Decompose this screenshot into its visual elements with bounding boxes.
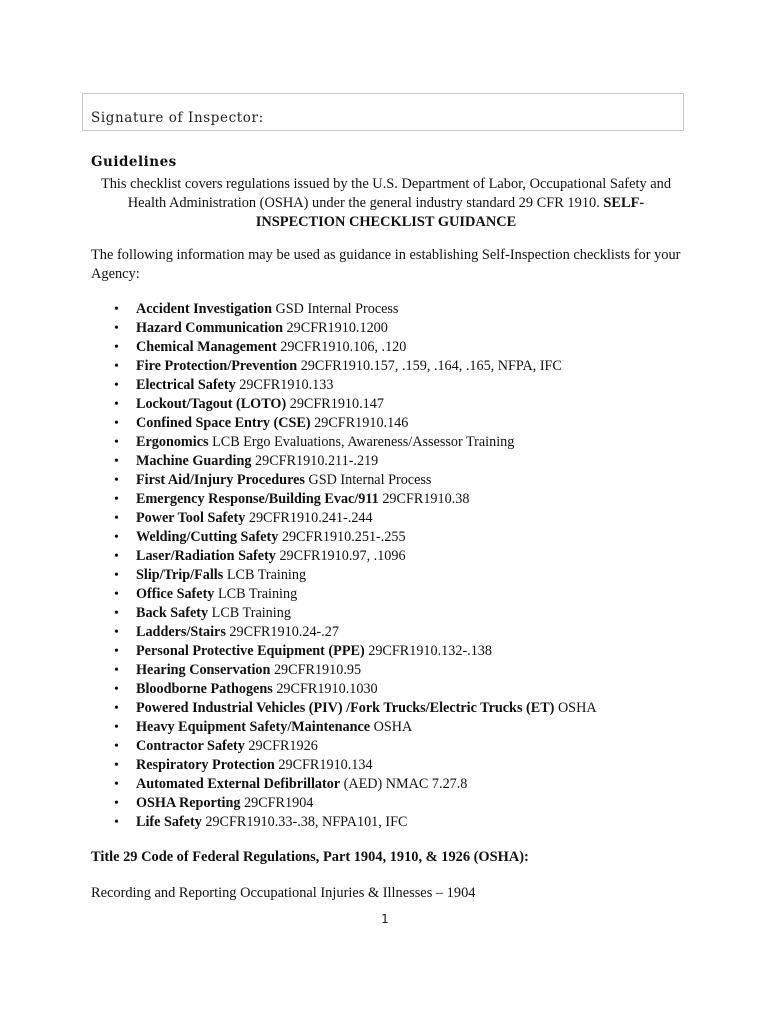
- item-name: Bloodborne Pathogens: [136, 681, 273, 697]
- bullet-icon: •: [114, 606, 119, 621]
- item-name: Machine Guarding: [136, 453, 252, 469]
- item-reference: GSD Internal Process: [308, 472, 432, 488]
- signature-box[interactable]: [82, 93, 684, 131]
- bullet-icon: •: [114, 549, 119, 564]
- list-item: [114, 547, 597, 566]
- item-name: OSHA Reporting: [136, 795, 241, 811]
- item-reference: 29CFR1910.97, .1096: [279, 548, 406, 564]
- item-reference: 29CFR1904: [244, 795, 314, 811]
- list-item: [114, 794, 597, 813]
- list-item: [114, 813, 597, 832]
- bullet-icon: •: [114, 663, 119, 678]
- recording-line: Recording and Reporting Occupational Injuries & Illnesses – 1904: [91, 885, 476, 901]
- list-item: [114, 585, 597, 604]
- bullet-icon: •: [114, 720, 119, 735]
- bullet-icon: •: [114, 454, 119, 469]
- guidelines-heading: Guidelines: [91, 154, 177, 170]
- list-item: [114, 623, 597, 642]
- item-reference: 29CFR1910.146: [314, 415, 409, 431]
- bullet-icon: •: [114, 587, 119, 602]
- item-name: Office Safety: [136, 586, 215, 602]
- bullet-icon: •: [114, 473, 119, 488]
- item-name: Life Safety: [136, 814, 202, 830]
- list-item: [114, 471, 597, 490]
- item-name: Hazard Communication: [136, 320, 283, 336]
- item-name: Hearing Conservation: [136, 662, 271, 678]
- bullet-icon: •: [114, 682, 119, 697]
- item-name: Lockout/Tagout (LOTO): [136, 396, 287, 412]
- regulation-list: [114, 300, 597, 832]
- item-reference: 29CFR1910.1030: [276, 681, 378, 697]
- bullet-icon: •: [114, 416, 119, 431]
- bullet-icon: •: [114, 511, 119, 526]
- item-reference: 29CFR1910.251-.255: [281, 529, 406, 545]
- bullet-icon: •: [114, 777, 119, 792]
- item-reference: GSD Internal Process: [275, 301, 399, 317]
- item-reference: LCB Training: [211, 605, 291, 621]
- item-name: Personal Protective Equipment (PPE): [136, 643, 365, 659]
- item-reference: 29CFR1910.211-.219: [255, 453, 379, 469]
- bullet-icon: •: [114, 321, 119, 336]
- page-number: 1: [381, 912, 389, 926]
- list-item: [114, 414, 597, 433]
- item-reference: 29CFR1910.106, .120: [280, 339, 407, 355]
- bullet-icon: •: [114, 568, 119, 583]
- list-item: [114, 661, 597, 680]
- item-reference: 29CFR1910.33-.38, NFPA101, IFC: [205, 814, 408, 830]
- bullet-icon: •: [114, 644, 119, 659]
- item-reference: 29CFR1910.147: [289, 396, 384, 412]
- item-reference: 29CFR1910.157, .159, .164, .165, NFPA, IFC: [300, 358, 562, 374]
- item-name: Respiratory Protection: [136, 757, 275, 773]
- bullet-icon: •: [114, 815, 119, 830]
- item-reference: 29CFR1910.134: [278, 757, 373, 773]
- intro-strong-text: SELF-INSPECTION CHECKLIST GUIDANCE: [255, 195, 645, 230]
- item-name: Accident Investigation: [136, 301, 272, 317]
- item-name: Back Safety: [136, 605, 209, 621]
- item-name: Power Tool Safety: [136, 510, 246, 526]
- list-item: [114, 642, 597, 661]
- item-reference: 29CFR1910.38: [382, 491, 470, 507]
- item-name: Emergency Response/Building Evac/911: [136, 491, 379, 507]
- list-item: [114, 452, 597, 471]
- bullet-icon: •: [114, 435, 119, 450]
- list-item: [114, 699, 597, 718]
- bullet-icon: •: [114, 739, 119, 754]
- bullet-icon: •: [114, 378, 119, 393]
- list-item: [114, 604, 597, 623]
- list-item: [114, 718, 597, 737]
- item-reference: 29CFR1910.1200: [286, 320, 388, 336]
- info-paragraph: The following information may be used as guidance in establishing Self-Inspection checklists for your Agency:: [91, 247, 681, 282]
- item-name: Heavy Equipment Safety/Maintenance: [136, 719, 371, 735]
- intro-paragraph: [91, 175, 681, 232]
- bullet-icon: •: [114, 397, 119, 412]
- list-item: [114, 566, 597, 585]
- bullet-icon: •: [114, 340, 119, 355]
- item-name: Ergonomics: [136, 434, 209, 450]
- item-reference: 29CFR1910.241-.244: [248, 510, 373, 526]
- bullet-icon: •: [114, 492, 119, 507]
- bullet-icon: •: [114, 530, 119, 545]
- item-reference: LCB Training: [217, 586, 298, 602]
- list-item: [114, 376, 597, 395]
- item-reference: OSHA: [373, 719, 413, 735]
- bullet-icon: •: [114, 758, 119, 773]
- list-item: [114, 338, 597, 357]
- item-name: First Aid/Injury Procedures: [136, 472, 305, 488]
- list-item: [114, 509, 597, 528]
- item-name: Fire Protection/Prevention: [136, 358, 298, 374]
- list-item: [114, 737, 597, 756]
- item-name: Chemical Management: [136, 339, 277, 355]
- list-item: [114, 528, 597, 547]
- item-name: Electrical Safety: [136, 377, 236, 393]
- bullet-icon: •: [114, 625, 119, 640]
- item-name: Slip/Trip/Falls: [136, 567, 224, 583]
- item-reference: 29CFR1910.133: [239, 377, 334, 393]
- item-reference: LCB Ergo Evaluations, Awareness/Assessor Training: [212, 434, 515, 450]
- item-reference: LCB Training: [226, 567, 307, 583]
- list-item: [114, 775, 597, 794]
- item-name: Powered Industrial Vehicles (PIV) /Fork Trucks/Electric Trucks (ET): [136, 700, 555, 716]
- list-item: [114, 433, 597, 452]
- list-item: [114, 756, 597, 775]
- bullet-icon: •: [114, 302, 119, 317]
- item-reference: (AED) NMAC 7.27.8: [343, 776, 468, 792]
- item-name: Confined Space Entry (CSE): [136, 415, 311, 431]
- item-name: Automated External Defibrillator: [136, 776, 341, 792]
- item-name: Welding/Cutting Safety: [136, 529, 279, 545]
- item-reference: 29CFR1926: [248, 738, 318, 754]
- list-item: [114, 357, 597, 376]
- signature-label: Signature of Inspector:: [91, 110, 264, 126]
- item-reference: OSHA: [557, 700, 597, 716]
- item-name: Contractor Safety: [136, 738, 245, 754]
- bullet-icon: •: [114, 359, 119, 374]
- bullet-icon: •: [114, 701, 119, 716]
- bullet-icon: •: [114, 796, 119, 811]
- list-item: [114, 395, 597, 414]
- item-name: Laser/Radiation Safety: [136, 548, 276, 564]
- list-item: [114, 680, 597, 699]
- list-item: [114, 319, 597, 338]
- item-reference: 29CFR1910.95: [273, 662, 362, 678]
- item-reference: 29CFR1910.24-.27: [229, 624, 339, 640]
- list-item: [114, 490, 597, 509]
- item-reference: 29CFR1910.132-.138: [368, 643, 492, 659]
- list-item: [114, 300, 597, 319]
- item-name: Ladders/Stairs: [136, 624, 226, 640]
- title29-heading: Title 29 Code of Federal Regulations, Part 1904, 1910, & 1926 (OSHA):: [91, 849, 529, 865]
- intro-text: This checklist covers regulations issued by the U.S. Department of Labor, Occupational Safety and Health Administration (OSHA) under the general industry standard 29 CFR 1910.: [100, 176, 672, 211]
